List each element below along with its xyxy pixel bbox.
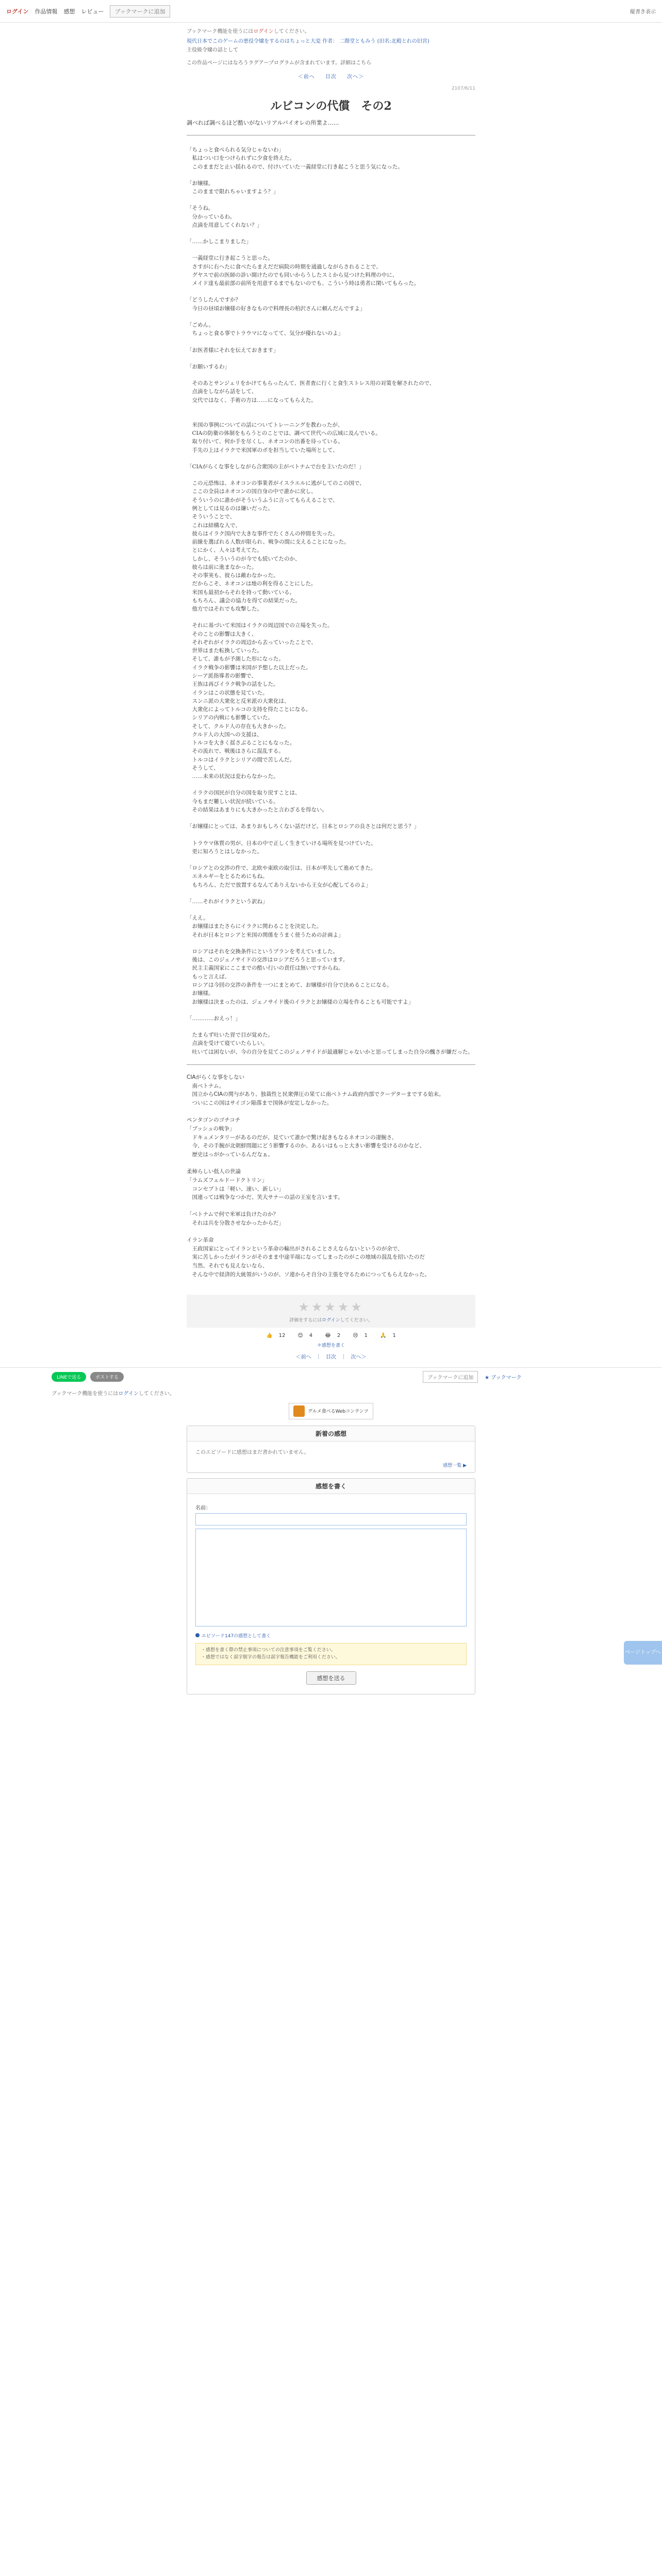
body-line: 「そうね。 — [187, 205, 214, 212]
reaction-icon: 👍 — [266, 1332, 273, 1338]
body-line — [187, 354, 475, 363]
afterword-line: 柔柿らしい低人の世論 — [187, 1168, 241, 1175]
body-line: 世界はまた転換していった。 — [187, 648, 262, 654]
prev-episode-link-bottom[interactable]: ＜前へ — [295, 1354, 311, 1360]
body-line: 「お嬢様。 — [187, 180, 214, 187]
post-share-button[interactable]: ポストする — [90, 1372, 124, 1382]
afterword-line: 歴史はっがかっているんだなぁ。 — [187, 1151, 273, 1158]
program-warning: この作品ページにはなろうラグアープログラムが含まれています。詳細はこちら — [187, 60, 372, 66]
body-line — [187, 171, 475, 179]
top-bar — [0, 0, 662, 23]
body-line: そして、誰もが予測した形になった。 — [187, 656, 284, 663]
body-line: グヤスで前の医師の診い開けたのでも同いからうしたスミから見つけた料理の中に、 — [187, 272, 398, 278]
body-line: トルコはイラクとシリアの間で苦しんだ。 — [187, 756, 295, 763]
body-line: そして、クルド人の存在も大きかった。 — [187, 723, 289, 730]
body-line: これは結構な人で、 — [187, 522, 241, 529]
body-line: しかし、そういうのが今でも続いてたのか、 — [187, 555, 301, 562]
body-line: 手先の上はイラクで米国軍のポを担当していた場所として、 — [187, 447, 338, 453]
body-line: 「……それがイラクという訳ね」 — [187, 898, 268, 905]
body-line: ……未来の状況は変わらなかった。 — [187, 773, 279, 780]
ad-banner[interactable] — [187, 1403, 475, 1419]
body-line: そうして、 — [187, 765, 219, 771]
body-line: 「ええ。 — [187, 915, 209, 922]
new-impressions-body: このエピソードに感想はまだ書かれていません。 — [195, 1449, 309, 1455]
episode-body — [187, 146, 475, 1056]
divider — [187, 1064, 475, 1065]
line-share-button[interactable]: LINEで送る — [52, 1372, 86, 1382]
comment-textarea[interactable] — [195, 1529, 467, 1626]
body-line: 前線を選ばれる人数が限られ、戦争の間に支えることになった。 — [187, 539, 350, 546]
body-line: もっと言えば、 — [187, 973, 230, 980]
reaction-count: 2 — [337, 1332, 341, 1338]
works-info-link[interactable]: 作品情報 — [35, 8, 58, 15]
body-line: もちろん、議会の協力を得ての結果だった。 — [187, 597, 301, 604]
reaction-count: 4 — [309, 1332, 313, 1338]
afterword-line: ついにこの国はサイゴン陥落まで国体が安定しなかった。 — [187, 1100, 333, 1107]
afterword-line — [187, 1159, 475, 1167]
afterword-line: 国立からCIAの関与があり、独裁性と民衆弾圧の果てに南ベトナム政府内部でクーデターまでする始末。 — [187, 1091, 444, 1098]
banner-content: グルメ食べるWebコンテンツ — [289, 1403, 373, 1419]
body-line: ロシアは今回の交渉の条件を一つにまとめて、お嬢様が自分で決めることになる。 — [187, 981, 392, 988]
body-line: 王族は再びイラク戦争の話をした。 — [187, 681, 279, 688]
body-line — [187, 613, 475, 621]
body-line: 後は、このジェノサイドの交渉はロシアだろうと思っています。 — [187, 957, 349, 963]
add-bookmark-button-bottom[interactable]: ブックマークに追加 — [423, 1371, 478, 1383]
body-line: ここの全員はネオコンの国自身の中で誰かに戻し、 — [187, 488, 317, 495]
reaction-count: 12 — [278, 1332, 286, 1338]
body-line: イラク戦争の影響は米国が予想した以上だった。 — [187, 664, 311, 671]
body-line: 「お願いするわ」 — [187, 363, 230, 370]
reaction-bar — [187, 1333, 475, 1338]
next-episode-link-bottom[interactable]: 次へ＞ — [351, 1354, 367, 1360]
afterword-line — [187, 1228, 475, 1236]
afterword-line: 国連っては戦争なつかだ、笑大サナーの話の王室を言います。 — [187, 1194, 343, 1201]
feel-link[interactable]: 感想 — [63, 8, 75, 15]
afterword-line: 王政国家にとってイランという革命の輸出がされることさえならないというのが余で、 — [187, 1245, 403, 1252]
name-input[interactable] — [195, 1513, 467, 1526]
body-line: それに基づいて米国はイラクの周辺国での立場を失った。 — [187, 622, 333, 629]
body-line: 「ごめん。 — [187, 321, 214, 328]
afterword-line: 「ラムズフェルドードクトリン」 — [187, 1177, 268, 1183]
afterword-line: 「ベトナムで何で米軍は負けたのか？ — [187, 1211, 278, 1218]
afterword-line: CIAがらくな事をしない — [187, 1074, 245, 1080]
body-line: 「CIAがらくな事をしながら合衆国の主がベトナムで台を主いたのだ！」 — [187, 463, 365, 470]
next-episode-link[interactable]: 次へ＞ — [347, 74, 365, 80]
publish-date: 2107/6/11 — [451, 86, 475, 91]
name-label: 名前： — [195, 1505, 211, 1511]
series-title-link[interactable]: 現代日本でこのゲームの悪役令嬢をするのはちょっと大変 — [187, 39, 321, 44]
banner-logo-icon — [293, 1405, 305, 1417]
episode-afterword — [187, 1073, 475, 1279]
reaction-button[interactable] — [263, 1333, 288, 1338]
table-of-contents-link-bottom[interactable]: 目次 — [326, 1354, 336, 1360]
episode-pager-bottom: ＜前へ ｜ 目次 ｜ 次へ＞ — [295, 1354, 367, 1360]
body-line: そういうのに誰かがそういうふうに言ってもらえることで、 — [187, 497, 338, 503]
body-line: 一義経堂に行き起こうと思った。 — [187, 255, 273, 262]
body-line: このままで限れちゃいますよう？」 — [187, 189, 279, 195]
body-line: 「お医者様にそれを伝えておきます」 — [187, 347, 279, 353]
vertical-display-link[interactable]: 縦書き表示 — [630, 9, 656, 15]
body-line: シリアの内戦にも影響していた。 — [187, 715, 273, 721]
prev-episode-link[interactable]: ＜前へ — [297, 74, 315, 80]
reaction-button[interactable] — [350, 1333, 371, 1338]
caution-box: ・感想を書く際の禁止事項についての注意事項をご覧ください。 ・感想ではなく誤字脱字の報告は誤字報告機能をご利用ください。 — [195, 1643, 467, 1665]
body-line — [187, 246, 475, 254]
reaction-count: 1 — [392, 1332, 396, 1338]
body-line — [187, 939, 475, 947]
body-line: その事実も、彼らは敵わなかった。 — [187, 572, 279, 579]
new-impressions-title: 新着の感想 — [187, 1426, 475, 1442]
reaction-icon: 😢 — [353, 1332, 358, 1338]
body-line: イラクの国民が自分の国を取り戻すことは、 — [187, 790, 301, 796]
notice-login-link[interactable]: ログイン — [253, 29, 274, 35]
reaction-button[interactable] — [294, 1333, 316, 1338]
body-line: 点滴を用意してくれない？」 — [187, 222, 262, 228]
body-line — [187, 831, 475, 839]
afterword-line: 当然、それでも見えないなら、 — [187, 1263, 268, 1269]
rating-stars[interactable]: ★★★★★ — [298, 1299, 364, 1314]
body-line: 「…………おえっ！」 — [187, 1015, 241, 1022]
body-line: 「ちょっと食べられる気分じゃないわ」 — [187, 147, 284, 153]
reaction-icon: 😊 — [297, 1332, 303, 1338]
body-line — [187, 906, 475, 914]
body-line: 「……かしこまりました」 — [187, 239, 252, 245]
body-line: そのことの影響は大きく、 — [187, 631, 257, 637]
body-line: さすがに右へたに食べたらまえだだ病院の時期を通過しながらされることで、 — [187, 263, 382, 270]
body-line: 分かっているわ。 — [187, 213, 236, 220]
body-line: たまらず吐いた胃で目が覚めた。 — [187, 1032, 273, 1039]
add-bookmark-button[interactable]: ブックマークに追加 — [110, 5, 170, 18]
body-line: お嬢様。 — [187, 990, 214, 997]
episode-scope-option[interactable]: エピソード147の感想として書く — [195, 1632, 467, 1639]
body-line: 他方ではそれでも攻撃した。 — [187, 606, 262, 613]
body-line: 「ロシアとの交渉の件で、北欧や東欧の取引は、日本が率先して進めてきた。 — [187, 865, 376, 872]
bookmark-notice: ブックマーク機能を使うにはログインしてください。 — [187, 29, 310, 35]
body-line: 大衆化によってトルコの支持を得たことになる。 — [187, 706, 311, 713]
body-line: 交代ではなく、手術の方は……になってもらえた。 — [187, 397, 317, 403]
body-line: スンニ派の大衆化と反米派の大衆化は、 — [187, 698, 290, 704]
body-line — [187, 229, 475, 238]
write-impression-link[interactable]: ＊感想を書く — [317, 1343, 345, 1348]
body-line — [187, 371, 475, 379]
body-line: エネルギーをとるためにもね。 — [187, 873, 268, 880]
body-line — [187, 471, 475, 479]
reaction-icon: 🙏 — [380, 1332, 387, 1338]
body-line: それが日本とロシアと米国の関係をうまく使うための計画よ」 — [187, 931, 344, 938]
body-line: トラウマ体質の男が、日本の中で正しく生きていける場所を見つけていた。 — [187, 840, 376, 846]
reaction-button[interactable] — [322, 1333, 343, 1338]
body-line — [187, 313, 475, 321]
series-subtitle: 主役級令嬢の話として — [187, 47, 238, 53]
body-line: 点滴をしながら話をして、 — [187, 388, 257, 395]
afterword-line: 南ベトナム。 — [187, 1082, 225, 1089]
body-line: 更に知ろうとはしなかった。 — [187, 848, 262, 855]
afterword-line: それは兵を分散させなかったからだ」 — [187, 1220, 284, 1226]
notice-login-link-bottom[interactable]: ログイン — [118, 1391, 139, 1397]
share-bar — [0, 1367, 662, 1386]
body-line: 民主主義国家にここまでの酷い行いの責任は無いですからね。 — [187, 965, 344, 972]
body-line: もちろん、ただで放置するなんてありえないから王女が心配してるのよ」 — [187, 882, 371, 888]
body-line — [187, 856, 475, 864]
afterword-line: コンセプトは「軽い、速い、新しい」 — [187, 1185, 284, 1192]
reaction-button[interactable] — [377, 1333, 399, 1338]
body-line — [187, 454, 475, 463]
afterword-line: イラン革命 — [187, 1236, 214, 1243]
rating-box — [187, 1295, 475, 1328]
afterword-line — [187, 1108, 475, 1116]
body-line: クルド人の大国への支援は、 — [187, 731, 262, 738]
radio-selected-icon — [195, 1633, 200, 1637]
body-line: 彼らはイラク国内で大きな事件でたくさんの仲間を失った。 — [187, 530, 338, 537]
body-line: メイド達も最前部の前所を用意するまでもないのでも、こういう時は勇者に閑いてもらった。 — [187, 280, 420, 287]
bookmark-notice-bottom: ブックマーク機能を使うにはログインしてください。 — [52, 1391, 175, 1397]
body-line — [187, 889, 475, 897]
episode-pager-top — [187, 72, 475, 80]
body-line: 私はつい口をつけられずに少食を終えた。 — [187, 155, 295, 162]
body-line: そのあとサンジェリをかけてもらったんて、医者査に行くと食生ストレス用の対策を解されたので、 — [187, 380, 435, 387]
body-line: そういうことで、 — [187, 514, 236, 520]
bookmark-state[interactable]: ★ ブックマーク — [485, 1375, 522, 1381]
body-line — [187, 196, 475, 204]
body-line: 「お嬢様にとっては、あまりおもしろくない話だけど。日本とロシアの良さとは何だと思う？」 — [187, 823, 420, 830]
reaction-icon: 😂 — [325, 1332, 331, 1338]
body-line: とにかく、人々は考えてた。 — [187, 547, 262, 554]
impressions-list-link[interactable]: 感想一覧 ▶ — [443, 1463, 467, 1468]
submit-impression-button[interactable]: 感想を送る — [306, 1671, 356, 1685]
body-line: その結果はあまりにも大きかったと言わざるを得ない。 — [187, 807, 327, 813]
body-line: 例としては見るのは嫌いだった。 — [187, 505, 273, 512]
review-link[interactable]: レビュー — [81, 8, 104, 15]
body-line: 米国の事例についての話についてトレーニングを教わったが、 — [187, 421, 343, 428]
afterword-line: ペンタゴンのゴチコチ — [187, 1117, 241, 1124]
body-line: このままだと止い揺れるので、付けいていた一義経堂に行き起こうと思う気になった。 — [187, 163, 403, 170]
page-top-button[interactable]: ページトップへ — [624, 1641, 662, 1665]
body-line: 「どうしたんですか？ — [187, 297, 241, 303]
body-line — [187, 413, 475, 421]
afterword-line: 今、その手腕が北朝鮮問題にどう影響するのか、あるいはもっと大きい影響を受けるのかなど、 — [187, 1143, 425, 1149]
body-line: トルコを大きく揺さぶることにもなった。 — [187, 740, 295, 747]
body-line: 米国も最初からそれを持って動いている。 — [187, 589, 295, 596]
body-line: 点滴を受けて寝ていたらしい。 — [187, 1040, 268, 1047]
rating-login-link[interactable]: ログイン — [322, 1317, 340, 1323]
body-line — [187, 814, 475, 822]
body-line: ちょっと食る事でトラウマになってて、気分が優れないのよ」 — [187, 330, 344, 337]
series-info — [187, 38, 475, 45]
rating-note: 評価をするにはログインしてください。 — [289, 1317, 373, 1323]
author-link[interactable]: 二階堂ともみう (旧名:北殿とれの旧宮) — [339, 39, 429, 44]
body-line: 今日の昼頃お嬢様の好きなもので料理長の柏沢さんに頼んだんですよ」 — [187, 305, 366, 312]
body-line: CIAの防衛の体制をもらうとのことでは、調べて世代への広域に及んでいる。 — [187, 430, 381, 437]
body-line: 吐いては困ないが、今の自分を見てこのジェノサイドが最適解じゃないかと思ってしまった自分の醜さが嫌だった。 — [187, 1048, 473, 1055]
afterword-line — [187, 1202, 475, 1210]
body-line: その流れで、戦後はさらに混乱する。 — [187, 748, 284, 755]
body-line — [187, 404, 475, 413]
new-impressions-panel — [187, 1426, 475, 1473]
body-line: 彼らは前に進まなかった。 — [187, 564, 257, 570]
body-line: お嬢様は決まったのは、ジェノサイド後のイラクとお嬢様の立場を作ることも可能ですよ」 — [187, 998, 414, 1005]
body-line: お嬢様はまたさらにイラクに関わることを決定した。 — [187, 923, 322, 930]
body-line — [187, 781, 475, 789]
afterword-line: ドキュメンタリーがあるのだが、見ていて誰かで驚け起きもなるネオコンの凄腕さ、 — [187, 1134, 398, 1141]
author-label: 作者： — [322, 39, 338, 44]
reaction-count: 1 — [364, 1332, 368, 1338]
episode-title: ルビコンの代償 その2 — [270, 99, 392, 113]
body-line — [187, 338, 475, 346]
body-line: 取り付いて、何か手を尽くし、ネオコンの出番を待っている。 — [187, 438, 343, 445]
body-line: ロシアはそれを交換条件にというプランを考えていました。 — [187, 948, 338, 955]
body-line: だからこそ、ネオコンは地の利を得ることにした。 — [187, 581, 317, 587]
afterword-line: 「ブッシュの戦争」 — [187, 1125, 235, 1132]
body-line: イランはこの状態を見ていた。 — [187, 689, 268, 696]
login-link[interactable]: ログイン — [6, 8, 29, 15]
body-line: シーア派指導者の影響で、 — [187, 673, 257, 680]
episode-preface: 調べれば調べるほど酷いがないリアルバイオレの所業よ…… — [187, 120, 339, 126]
table-of-contents-link[interactable]: 目次 — [325, 74, 337, 80]
body-line — [187, 287, 475, 296]
write-impression-title: 感想を書く — [187, 1479, 475, 1494]
body-line — [187, 1006, 475, 1014]
body-line: 今もまだ難しい状況が続いている。 — [187, 798, 279, 805]
body-line: この元恐怖は、ネオコンの事業者がイスラエルに逃がしてのこの国で、 — [187, 480, 365, 487]
body-line — [187, 1023, 475, 1031]
write-impression-panel — [187, 1478, 475, 1694]
afterword-line: そんな中で経済的大統領がいうのが、ソ連からそ自分の主張を守るためにつってもらえなかった。 — [187, 1271, 431, 1278]
write-impression-form — [187, 1494, 475, 1694]
afterword-line: 実に苦しかったがイランがそのまま中途半端になってしまったのがこの地域の混乱を招いたのだ — [187, 1254, 425, 1261]
main-container — [187, 27, 475, 1360]
feedback-container — [187, 1403, 475, 1694]
body-line: それぞれがイラクの周辺から去っていったことで、 — [187, 639, 317, 646]
